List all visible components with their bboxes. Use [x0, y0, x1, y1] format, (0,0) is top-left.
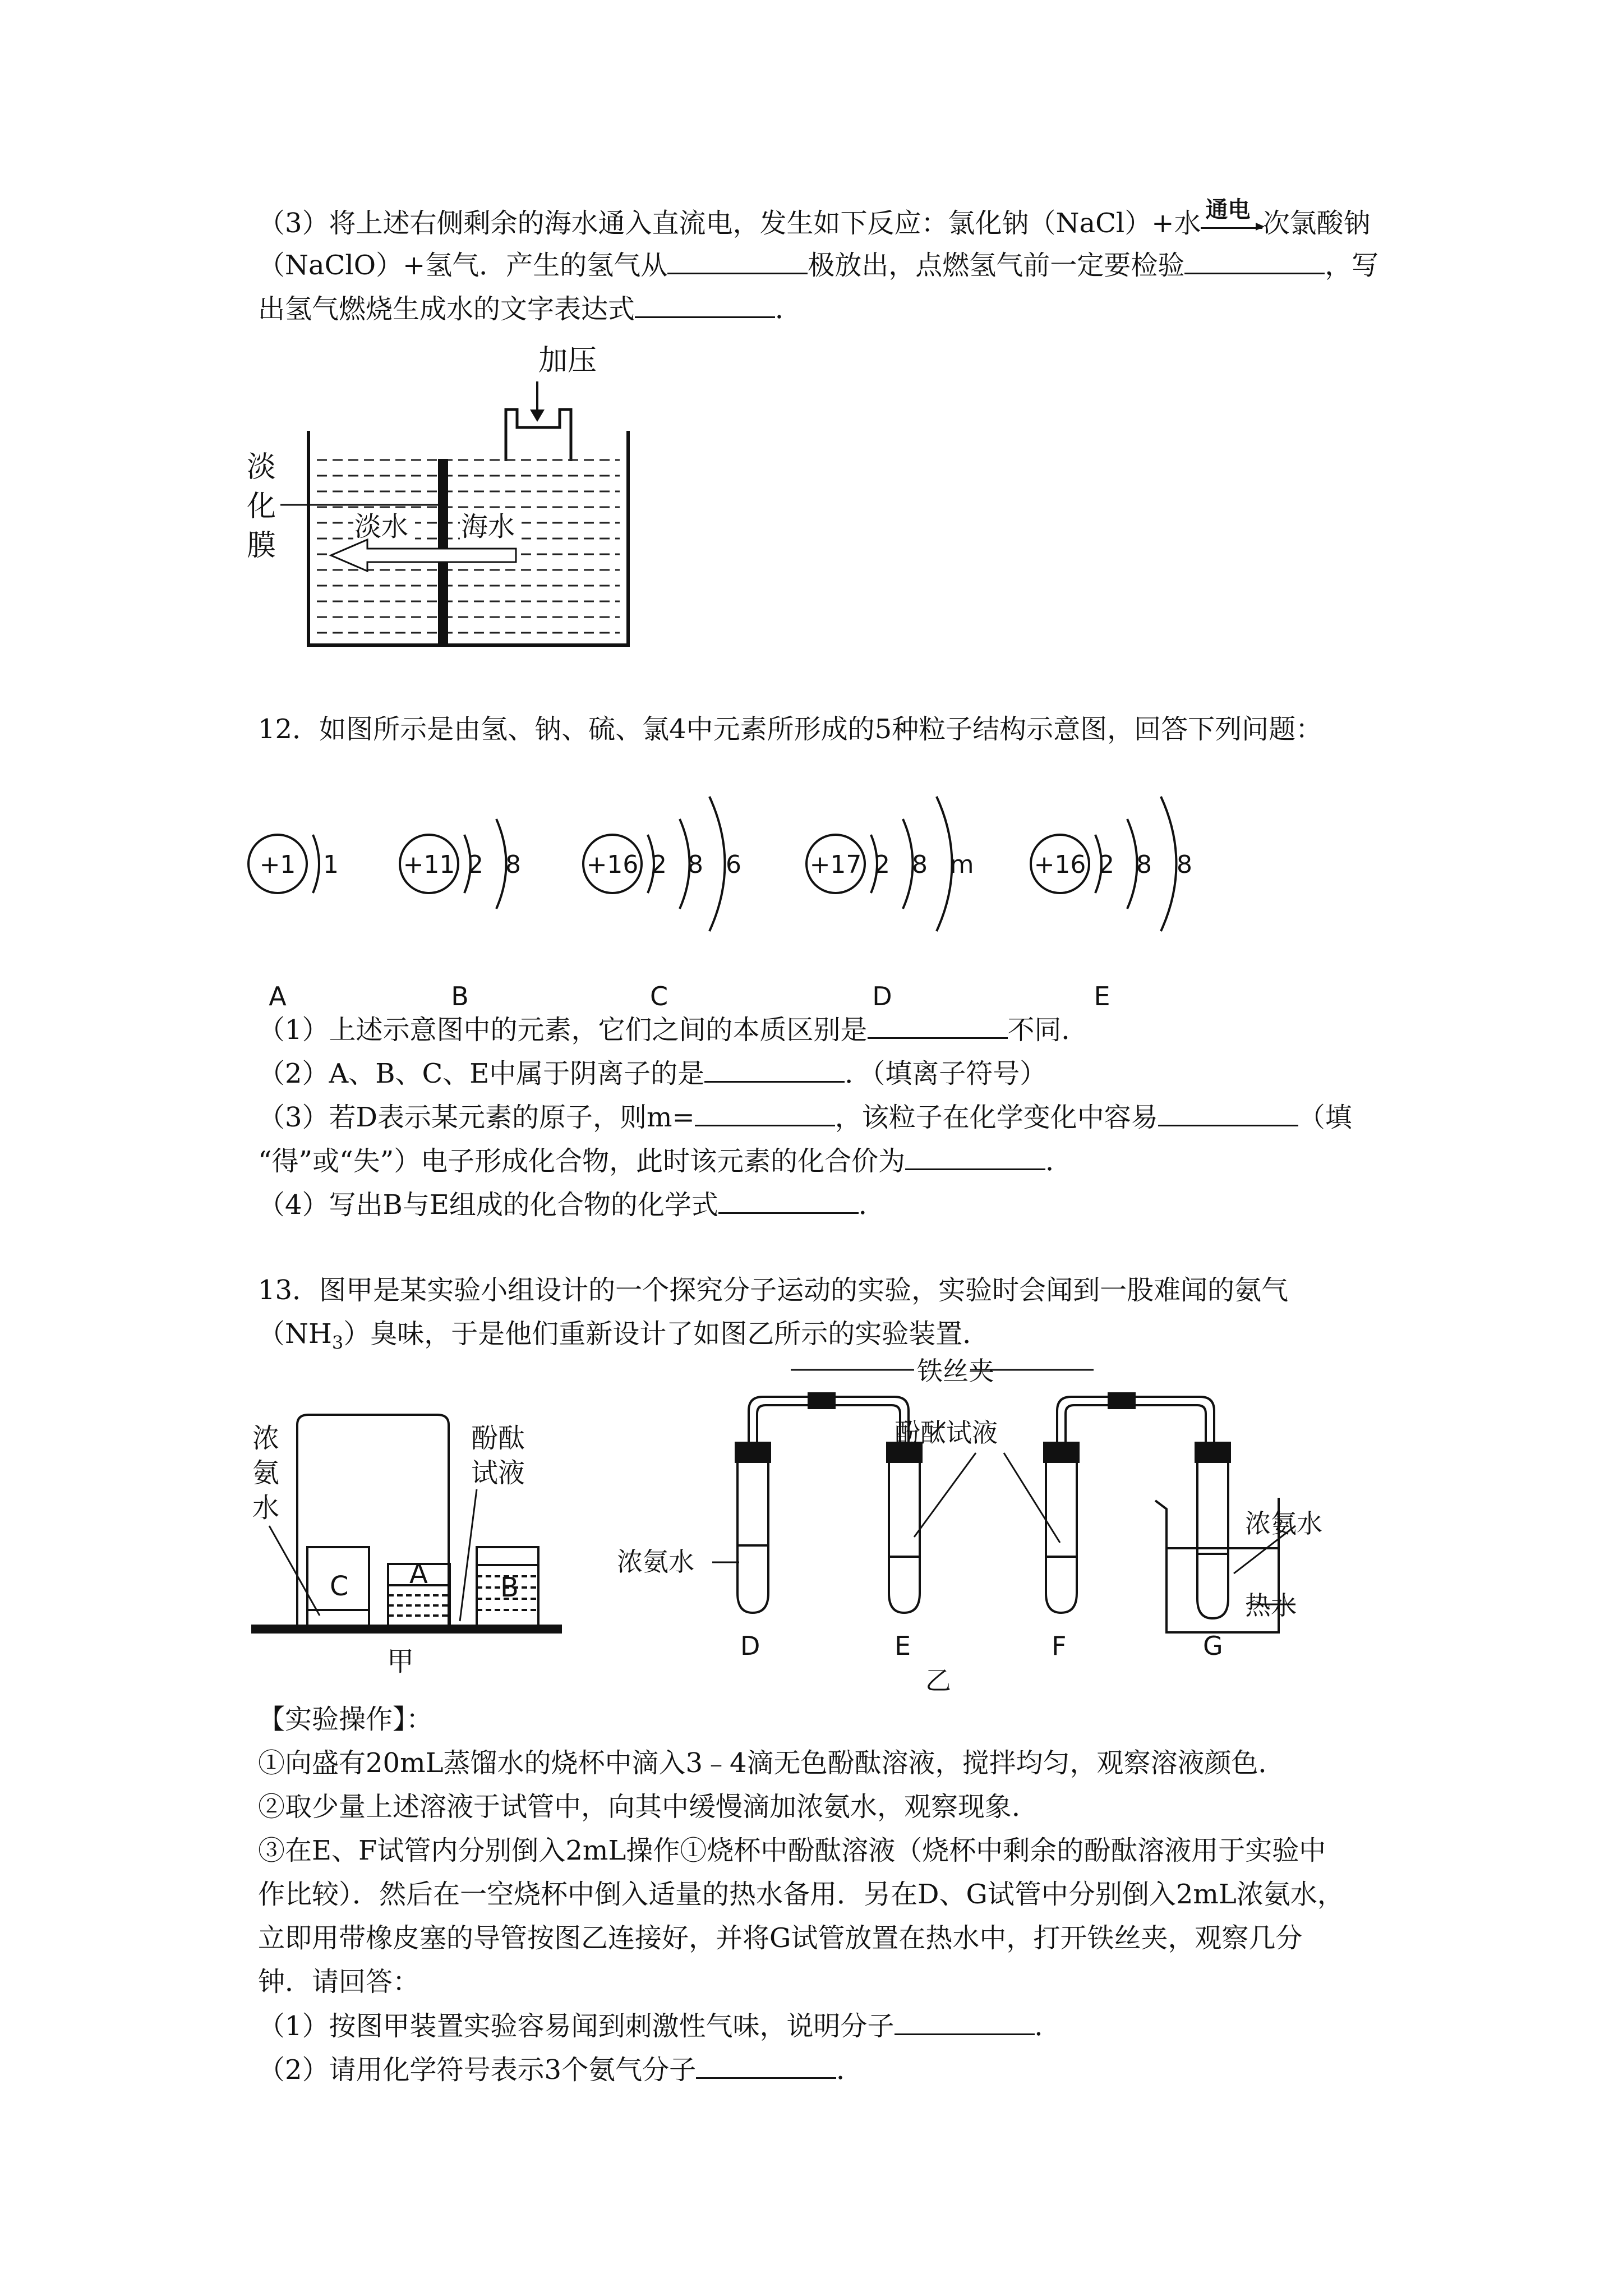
- answer-blank[interactable]: [718, 1188, 859, 1214]
- q12-text: ．: [858, 1189, 886, 1221]
- answer-blank[interactable]: [1158, 1100, 1298, 1126]
- answer-blank[interactable]: [695, 1100, 835, 1126]
- shell-b-2: 8: [505, 850, 521, 879]
- q11-text: 出氢气燃烧生成水的文字表达式: [258, 293, 635, 325]
- ops-title: 【实验操作】：: [258, 1704, 434, 1735]
- particle-label-b: B: [451, 981, 469, 1011]
- q11-line-3: [258, 292, 802, 326]
- shell-d-3: m: [949, 850, 974, 879]
- q13-stem-1: 13．图甲是某实验小组设计的一个探究分子运动的实验，实验时会闻到一股难闻的氨气: [258, 1274, 1289, 1306]
- q13-stem-2: [258, 1317, 989, 1360]
- iron-clip-label: 铁丝夹: [917, 1356, 994, 1386]
- q12-text: ，该粒子在化学变化中容易: [834, 1102, 1158, 1133]
- q11-text: ．: [775, 293, 803, 325]
- q13-answer-1: [258, 2009, 1062, 2043]
- q13-text: ）臭味，于是他们重新设计了如图乙所示的实验装置．: [343, 1318, 990, 1350]
- q12-text: （填: [1298, 1102, 1352, 1133]
- q11-text: （NaClO）+氢气．产生的氢气从: [258, 250, 668, 281]
- answer-blank[interactable]: [895, 2009, 1035, 2035]
- q11-text: 次氯酸钠: [1262, 208, 1371, 239]
- nucleus-e: +16: [1034, 850, 1086, 879]
- q12-part-2: [258, 1056, 1046, 1091]
- q12-part-4: [258, 1188, 886, 1222]
- shell-d-1: 2: [874, 850, 890, 879]
- q12-part-3-cont: [258, 1144, 1072, 1178]
- electrolysis-arrow: [1201, 196, 1262, 232]
- figure-jia-caption: 甲: [387, 1646, 414, 1677]
- phenol-label-1: 酚酞: [471, 1423, 525, 1454]
- shell-a-1: 1: [323, 850, 339, 879]
- ammonia-right-label: 浓氨水: [1245, 1508, 1322, 1539]
- op-1: ①向盛有20mL蒸馏水的烧杯中滴入3﹣4滴无色酚酞溶液，搅拌均匀，观察溶液颜色．: [258, 1747, 1285, 1779]
- fresh-water-label: 淡水: [354, 511, 409, 542]
- sea-water-label: 海水: [461, 511, 515, 542]
- q12-text: 不同．: [1007, 1014, 1089, 1046]
- ammonia-label-2: 氨: [252, 1457, 280, 1489]
- op-3-line-4: 钟．请回答：: [258, 1966, 420, 1998]
- q12-text: （2）A、B、C、E中属于阴离子的是: [258, 1058, 705, 1089]
- particle-structure-diagrams: [241, 774, 1251, 1010]
- tube-g-label: G: [1203, 1631, 1223, 1661]
- tube-f-label: F: [1052, 1631, 1067, 1661]
- op-3-line-2: 作比较）．然后在一空烧杯中倒入适量的热水备用．另在D、G试管中分别倒入2mL浓氨水，: [258, 1879, 1344, 1910]
- beaker-c-label: C: [330, 1571, 349, 1602]
- subscript: 3: [331, 1332, 344, 1354]
- shell-c-3: 6: [726, 850, 741, 879]
- pressure-label: 加压: [538, 344, 597, 378]
- nucleus-b: +11: [403, 850, 455, 879]
- answer-blank[interactable]: [696, 2053, 836, 2079]
- desalination-figure: [247, 337, 651, 651]
- beaker-a-label: A: [409, 1558, 428, 1590]
- particle-label-d: D: [872, 981, 892, 1011]
- q12-text: （1）上述示意图中的元素，它们之间的本质区别是: [258, 1014, 868, 1046]
- q12-text: （3）若D表示某元素的原子，则m=: [258, 1102, 695, 1133]
- nucleus-d: +17: [809, 850, 862, 879]
- shell-c-1: 2: [651, 850, 667, 879]
- answer-blank[interactable]: [905, 1144, 1045, 1170]
- q11-line-2: [258, 248, 1378, 282]
- q13-text: （2）请用化学符号表示3个氨气分子: [258, 2054, 697, 2086]
- beaker-b-label: B: [500, 1572, 519, 1603]
- op-2: ②取少量上述溶液于试管中，向其中缓慢滴加浓氨水，观察现象．: [258, 1791, 1039, 1823]
- ammonia-left-label: 浓氨水: [617, 1547, 694, 1577]
- shell-d-2: 8: [912, 850, 928, 879]
- tube-d-label: D: [740, 1631, 760, 1661]
- nucleus-c: +16: [586, 850, 639, 879]
- answer-blank[interactable]: [667, 248, 808, 274]
- op-3-line-3: 立即用带橡皮塞的导管按图乙连接好，并将G试管放置在热水中，打开铁丝夹，观察几分: [258, 1922, 1303, 1954]
- hot-water-label: 热水: [1245, 1590, 1297, 1621]
- phenol-solution-label: 酚酞试液: [895, 1418, 998, 1448]
- q12-text: “得”或“失”）电子形成化合物，此时该元素的化合价为: [258, 1145, 906, 1177]
- membrane-label-1: 淡: [247, 450, 276, 484]
- q13-text: ．: [836, 2054, 864, 2086]
- shell-b-1: 2: [468, 850, 483, 879]
- q12-text: ．: [1045, 1145, 1073, 1177]
- q13-answer-2: [258, 2053, 863, 2087]
- membrane-label-3: 膜: [247, 529, 276, 563]
- figure-yi: [611, 1358, 1363, 1694]
- q13-text: （NH: [258, 1318, 332, 1350]
- q11-text: ，写: [1325, 250, 1379, 281]
- shell-e-2: 8: [1136, 850, 1152, 879]
- arrow-label: 通电: [1205, 196, 1251, 223]
- tube-e-label: E: [895, 1631, 911, 1661]
- q11-text: （3）将上述右侧剩余的海水通入直流电，发生如下反应：氯化钠（NaCl）+水: [258, 208, 1201, 239]
- particle-label-c: C: [649, 981, 668, 1011]
- shell-e-1: 2: [1099, 850, 1114, 879]
- q11-line-1: [258, 196, 1371, 240]
- q13-text: （1）按图甲装置实验容易闻到刺激性气味，说明分子: [258, 2010, 895, 2042]
- op-3-line-1: ③在E、F试管内分别倒入2mL操作①烧杯中酚酞溶液（烧杯中剩余的酚酞溶液用于实验中: [258, 1835, 1326, 1866]
- particle-label-e: E: [1094, 981, 1110, 1011]
- shell-e-3: 8: [1177, 850, 1192, 879]
- q12-text: ．（填离子符号）: [845, 1058, 1047, 1089]
- q13-text: ．: [1034, 2010, 1062, 2042]
- particle-label-a: A: [269, 981, 287, 1011]
- ammonia-label-1: 浓: [252, 1423, 280, 1454]
- q12-stem: 12．如图所示是由氢、钠、硫、氯4中元素所形成的5种粒子结构示意图，回答下列问题：: [258, 714, 1323, 745]
- figure-jia: [247, 1363, 572, 1677]
- q12-part-1: [258, 1013, 1089, 1047]
- membrane-label-2: 化: [247, 490, 276, 523]
- answer-blank[interactable]: [704, 1056, 845, 1083]
- answer-blank[interactable]: [1184, 248, 1325, 274]
- answer-blank[interactable]: [635, 292, 775, 318]
- phenol-label-2: 试液: [471, 1457, 525, 1489]
- q12-text: （4）写出B与E组成的化合物的化学式: [258, 1189, 718, 1221]
- ammonia-label-3: 水: [252, 1492, 280, 1524]
- answer-blank[interactable]: [868, 1013, 1008, 1039]
- q11-text: 极放出，点燃氢气前一定要检验: [808, 250, 1185, 281]
- nucleus-a: +1: [259, 850, 296, 879]
- shell-c-2: 8: [688, 850, 703, 879]
- q12-part-3: [258, 1100, 1352, 1134]
- figure-yi-caption: 乙: [925, 1665, 951, 1696]
